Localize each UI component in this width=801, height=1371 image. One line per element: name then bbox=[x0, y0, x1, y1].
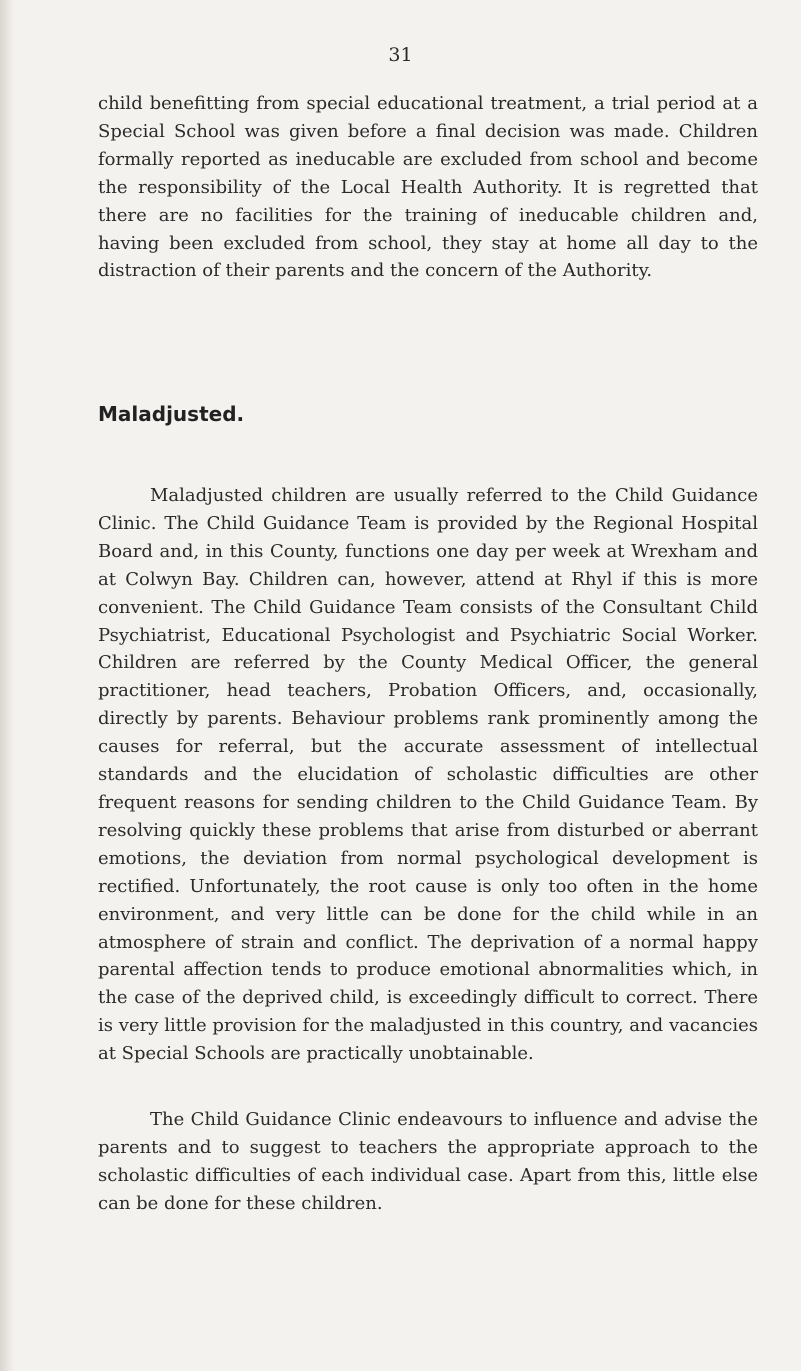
paragraph-maladjusted: Maladjusted children are usually referred to the Child Guidance Clinic. The Child Guidance Team is provided by the Regional Hospital Board and, in this County, functions one day per week at Wrexham and at Colwyn Bay. Children can, however, attend at Rhyl if this is more convenient. The Child Guidance Team consists of the Consultant Child Psychiatrist, Educational Psychologist and Psychiatric Social Worker. Children are referred by the County Medical Officer, the general practitioner, head teachers, Probation Officers, and, occasionally, directly by parents. Behaviour problems rank prominently among the causes for referral, but the accurate assessment of intellectual standards and the elucidation of scholastic difficulties are other frequent reasons for sending children to the Child Guidance Team. By resolving quickly these problems that arise from disturbed or aberrant emotions, the deviation from normal psychological development is rectified. Unfortunately, the root cause is only too often in the home environment, and very little can be done for the child while in an atmosphere of strain and conflict. The deprivation of a normal happy parental affection tends to produce emotional abnormalities which, in the case of the deprived child, is exceedingly difficult to correct. There is very little provision for the maladjusted in this country, and vacancies at Special Schools are practically unobtainable. bbox=[98, 485, 758, 1065]
paragraph-child-guidance-clinic: The Child Guidance Clinic endeavours to influence and advise the parents and to suggest to teachers the appropriate approach to the scholastic difficulties of each individual case. Apart from this, little else can be done for these children. bbox=[98, 1109, 758, 1214]
page-number: 31 bbox=[388, 44, 413, 66]
section-heading-maladjusted: Maladjusted. bbox=[98, 402, 245, 426]
paragraph-intro: child benefitting from special educational treatment, a trial period at a Special School was given before a final decision was made. Children formally reported as ineducable are excluded from school and become the responsibility of the Local Health Authority. It is regretted that there are no facilities for the training of ineducable children and, having been excluded from school, they stay at home all day to the distraction of their parents and the concern of the Authority. bbox=[98, 93, 758, 282]
scan-edge-shadow bbox=[0, 0, 14, 1371]
